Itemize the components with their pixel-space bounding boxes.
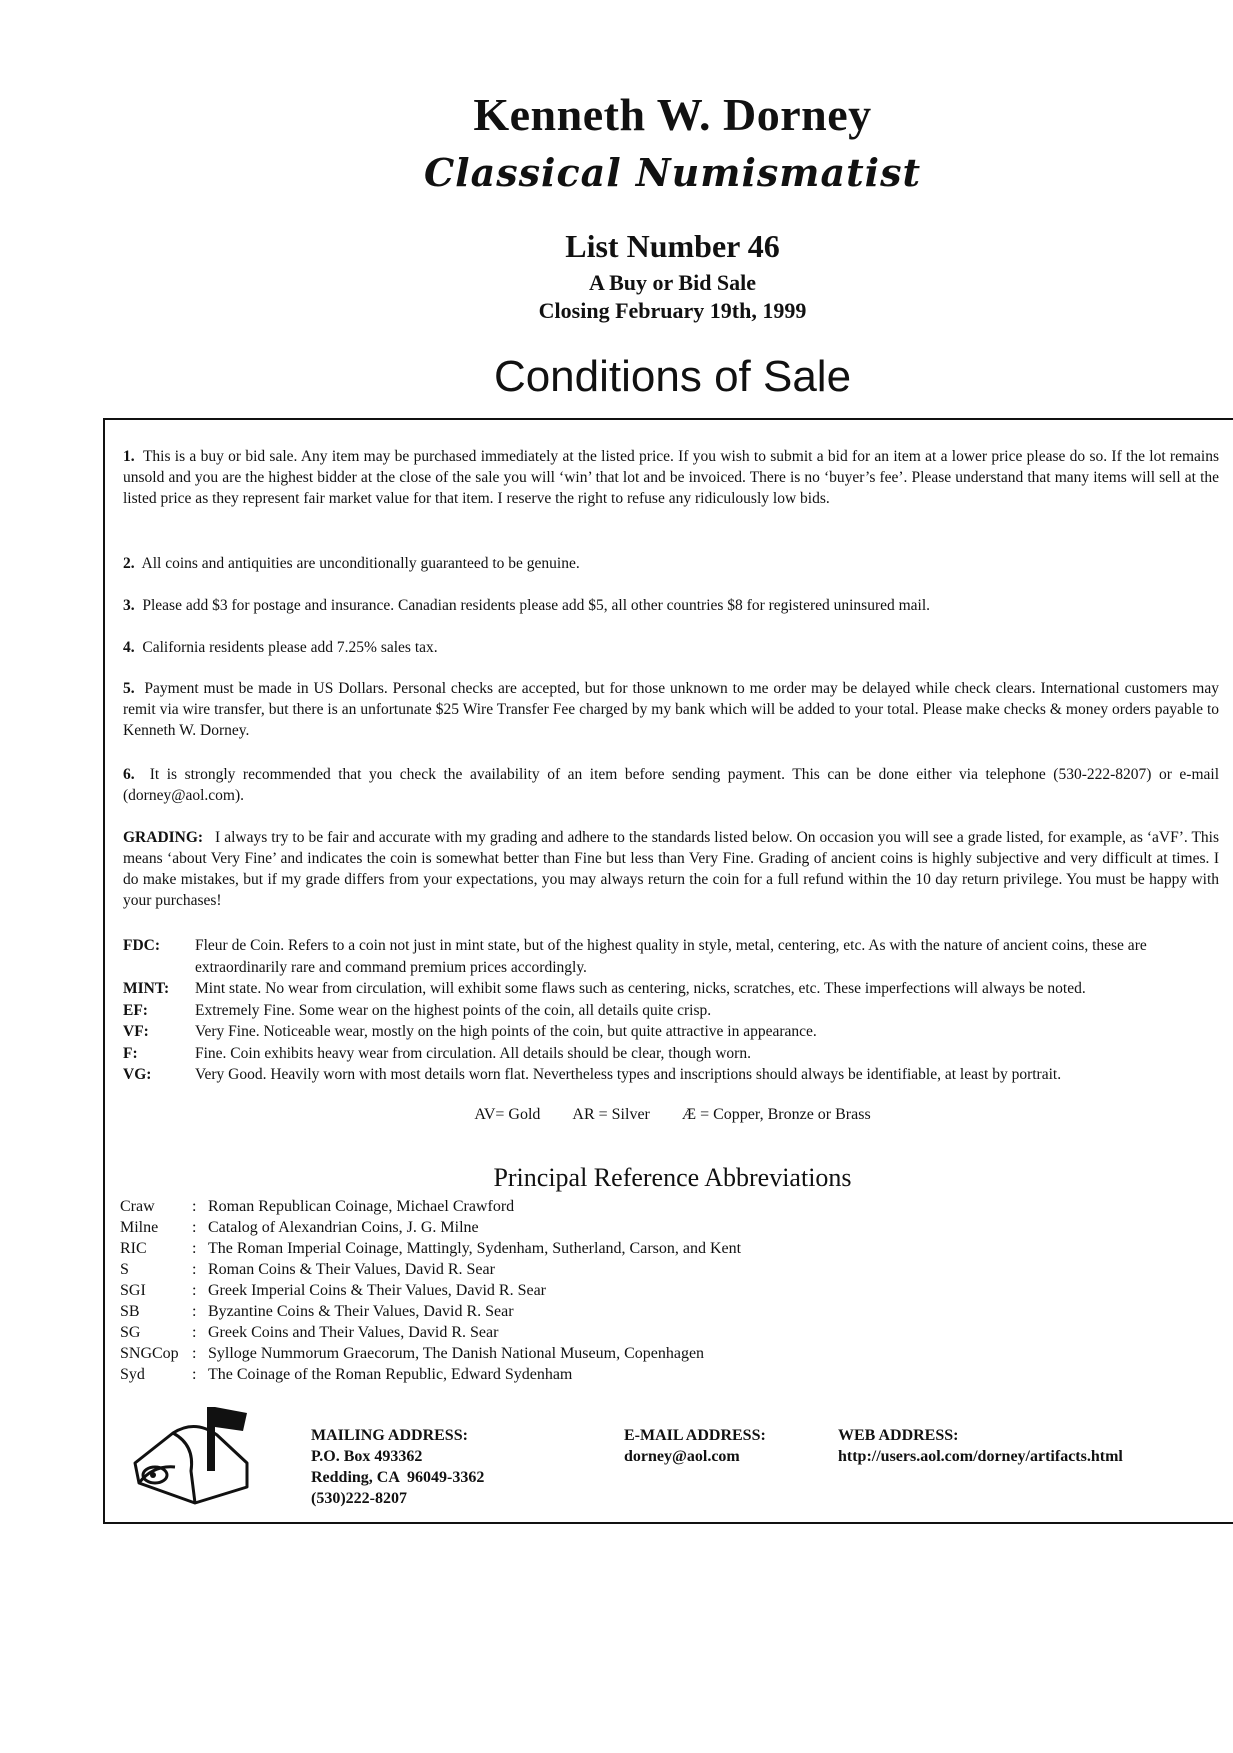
list-number: List Number 46: [565, 228, 780, 264]
mailing-line-city: Redding, CA 96049-3362: [311, 1469, 485, 1486]
references-title: Principal Reference Abbreviations: [493, 1163, 852, 1192]
condition-1: 1. This is a buy or bid sale. Any item may be purchased immediately at the listed price. If you wish to submit a bid for an item at a lower price please do so. If the lot remains unsold and you are the highest bidder at the close of the sale you will ‘win’ that lot and be invoiced. There is no ‘buyer’s fee’. Please understand that many items will sell at the listed price as they represent fair market value for that item. I reserve the right to refuse any ridiculously low bids.: [123, 448, 1219, 507]
web-address-block: [838, 1425, 1123, 1467]
grade-list: [123, 935, 1223, 1086]
reference-row: SG : Greek Coins and Their Values, David R. Sear: [120, 1324, 499, 1341]
grade-row-f: F: Fine. Coin exhibits heavy wear from circulation. All details should be clear, though worn.: [123, 1044, 751, 1062]
email-address-link[interactable]: dorney@aol.com: [624, 1448, 740, 1465]
metal-abbreviations: [0, 1106, 1233, 1124]
closing-date: Closing February 19th, 1999: [538, 298, 807, 323]
grading-paragraph: GRADING: I always try to be fair and accurate with my grading and adhere to the standards listed below. On occasion you will see a grade listed, for example, as ‘aVF’. This means ‘about Very Fine’ and indicates the coin is somewhat better than Fine but less than Very Fine. Grading of ancient coins is highly subjective and very difficult at times. I do make mistakes, but if my grade differs from your expectations, you may always return the coin for a full refund within the 10 day return privilege. You must be happy with your purchases!: [123, 829, 1219, 909]
metal-silver: AR = Silver: [572, 1106, 650, 1123]
grade-row-mint: MINT: Mint state. No wear from circulation, will exhibit some flaws such as centering, nicks, scratches, etc. These imperfections will always be noted.: [123, 980, 1086, 997]
grade-row-vg: VG: Very Good. Heavily worn with most details worn flat. Nevertheless types and inscriptions should always be identifiable, at least by portrait.: [123, 1066, 1062, 1083]
dealer-name: Kenneth W. Dorney: [473, 89, 872, 140]
reference-row: SGI : Greek Imperial Coins & Their Values, David R. Sear: [120, 1282, 546, 1299]
conditions-title: Conditions of Sale: [493, 352, 852, 401]
condition-3: 3. Please add $3 for postage and insurance. Canadian residents please add $5, all other countries $8 for registered uninsured mail.: [123, 597, 931, 614]
condition-4: 4. California residents please add 7.25% sales tax.: [123, 639, 438, 656]
mailing-line-phone: (530)222-8207: [311, 1490, 407, 1507]
web-address-title: WEB ADDRESS:: [838, 1427, 959, 1444]
email-address-block: [624, 1425, 766, 1467]
reference-row: Syd : The Coinage of the Roman Republic, Edward Sydenham: [120, 1366, 573, 1383]
dealer-subtitle: Classical Numismatist: [423, 150, 922, 195]
mailing-address-title: MAILING ADDRESS:: [311, 1427, 468, 1444]
metal-bronze: Æ = Copper, Bronze or Brass: [681, 1106, 871, 1123]
reference-row: SNGCop : Sylloge Nummorum Graecorum, The Danish National Museum, Copenhagen: [120, 1345, 705, 1362]
reference-row: S : Roman Coins & Their Values, David R. Sear: [120, 1261, 495, 1278]
condition-2: 2. All coins and antiquities are unconditionally guaranteed to be genuine.: [123, 555, 580, 572]
reference-row: Milne : Catalog of Alexandrian Coins, J. G. Milne: [120, 1219, 479, 1236]
sale-type: A Buy or Bid Sale: [588, 270, 757, 295]
grade-row-ef: EF: Extremely Fine. Some wear on the highest points of the coin, all details quite crisp.: [123, 1001, 712, 1019]
metal-gold: AV= Gold: [474, 1106, 541, 1123]
condition-6: 6. It is strongly recommended that you check the availability of an item before sending payment. This can be done either via telephone (530-222-8207) or e-mail (dorney@aol.com).: [123, 766, 1219, 804]
mailing-address-block: [311, 1425, 484, 1509]
grading-label: GRADING:: [123, 829, 204, 846]
web-address-link[interactable]: http://users.aol.com/dorney/artifacts.html: [838, 1448, 1123, 1465]
mailbox-icon: [125, 1405, 275, 1505]
reference-row: RIC : The Roman Imperial Coinage, Mattingly, Sydenham, Sutherland, Carson, and Kent: [120, 1240, 742, 1257]
mailing-line-po-box: P.O. Box 493362: [311, 1448, 423, 1465]
reference-row: Craw : Roman Republican Coinage, Michael Crawford: [120, 1198, 515, 1215]
grade-row-fdc: FDC: Fleur de Coin. Refers to a coin not just in mint state, but of the highest quality in style, metal, centering, etc. As with the nature of ancient coins, these are extraordinarily rare and command premium prices accordingly.: [123, 937, 1147, 976]
references-list: [120, 1196, 741, 1385]
email-address-title: E-MAIL ADDRESS:: [624, 1427, 766, 1444]
grade-row-vf: VF: Very Fine. Noticeable wear, mostly on the high points of the coin, but quite attractive in appearance.: [123, 1023, 817, 1040]
condition-5: 5. Payment must be made in US Dollars. Personal checks are accepted, but for those unknown to me order may be delayed while check clears. International customers may remit via wire transfer, but there is an unfortunate $25 Wire Transfer Fee charged by my bank which will be added to your total. Please make checks & money orders payable to Kenneth W. Dorney.: [123, 680, 1219, 739]
reference-row: SB : Byzantine Coins & Their Values, David R. Sear: [120, 1303, 514, 1320]
